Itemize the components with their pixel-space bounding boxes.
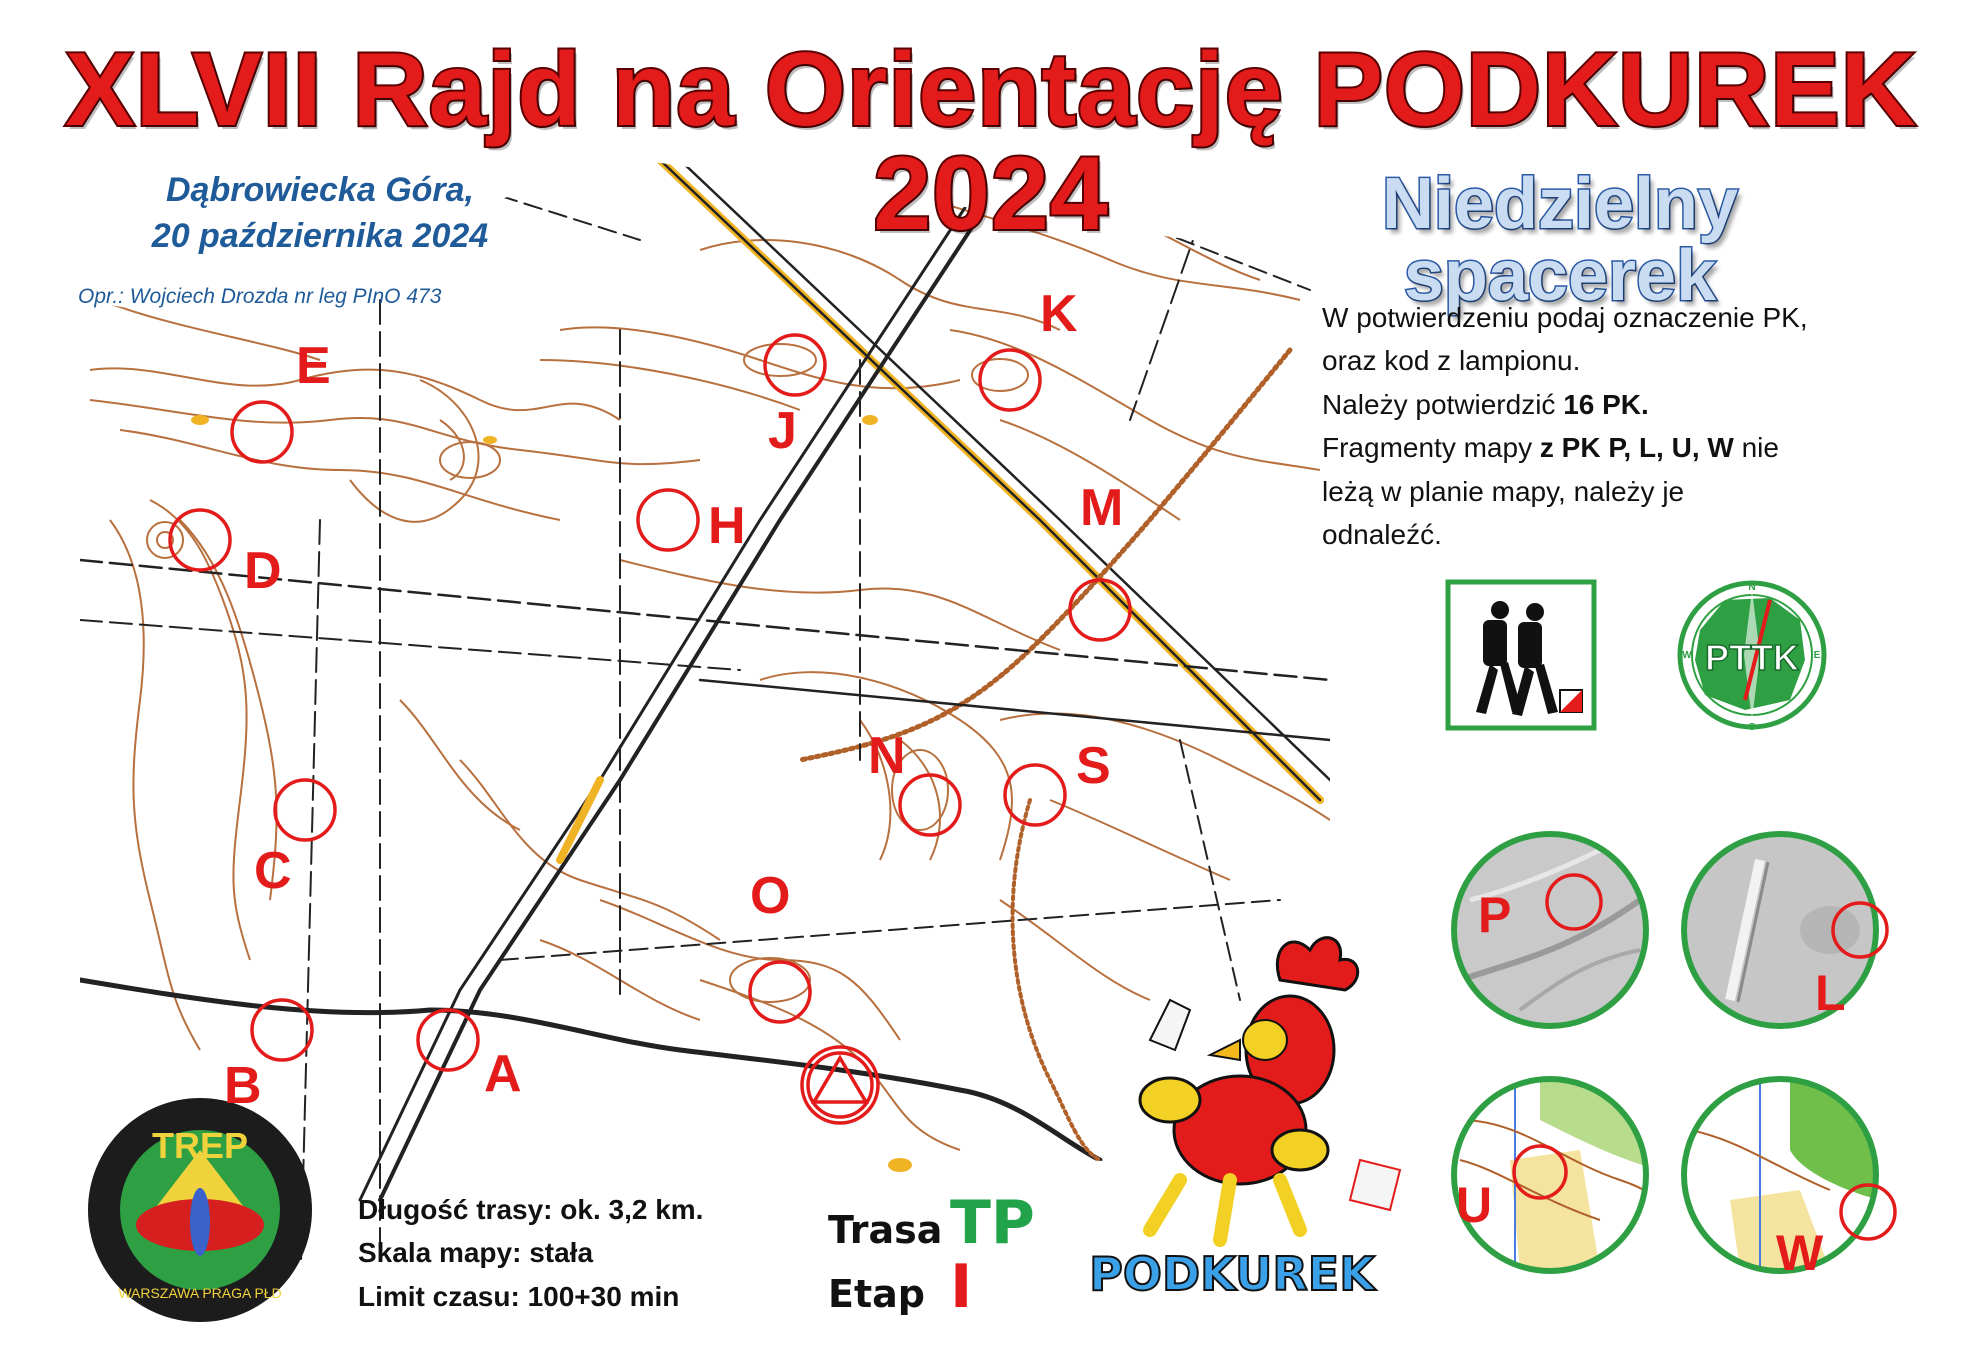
stage-row (828, 1252, 1035, 1322)
instructions-line5: leżą w planie mapy, należy je (1322, 475, 1685, 507)
instructions (1322, 296, 1922, 556)
etap-label: Etap (828, 1272, 925, 1316)
svg-text:E: E (1813, 650, 1821, 661)
page-title: XLVII Rajd na Orientację PODKUREK 2024 (65, 32, 1917, 252)
inset-label-w: W (1776, 1225, 1824, 1281)
page-subtitle: Niedzielny spacerek (1381, 164, 1739, 316)
instructions-line3-text: Należy potwierdzić (1322, 388, 1564, 420)
inset-label-u: U (1456, 1177, 1493, 1233)
event-date: 20 października 2024 (151, 216, 489, 255)
svg-text:W: W (1682, 650, 1692, 661)
instructions-line6: odnaleźć. (1322, 518, 1442, 550)
control-label-e: E (296, 337, 331, 395)
instructions-line4-bold: z PK P, L, U, W (1539, 432, 1734, 464)
svg-text:TREP: TREP (151, 1125, 249, 1166)
instructions-line4 (1322, 426, 1922, 469)
map-scale: Skala mapy: stała (358, 1237, 594, 1269)
event-place: Dąbrowiecka Góra, (165, 171, 474, 209)
control-label-b: B (224, 1057, 262, 1115)
time-limit: Limit czasu: 100+30 min (358, 1280, 680, 1312)
podkurek-mascot (1089, 938, 1400, 1301)
svg-text:S: S (1748, 722, 1756, 733)
route-stats (358, 1188, 703, 1318)
etap-value: I (950, 1252, 973, 1322)
club-logo (88, 1098, 312, 1322)
hikers-icon (1448, 582, 1594, 728)
trasa-label: Trasa (828, 1208, 943, 1252)
control-label-s: S (1076, 737, 1111, 795)
map-author: Opr.: Wojciech Drozda nr leg PInO 473 (78, 285, 442, 308)
control-label-k: K (1040, 285, 1078, 343)
pttk-logo (1680, 582, 1824, 733)
instructions-line1: W potwierdzeniu podaj oznaczenie PK, (1322, 302, 1808, 333)
control-label-o: O (750, 867, 791, 925)
route-info (828, 1188, 1035, 1322)
control-label-m: M (1080, 479, 1124, 537)
route-length: Długość trasy: ok. 3,2 km. (358, 1194, 704, 1225)
trasa-value: TP (950, 1188, 1035, 1258)
route-row (828, 1188, 1035, 1258)
mascot-text: PODKUREK (1089, 1247, 1375, 1301)
instructions-line2: oraz kod z lampionu. (1322, 345, 1581, 377)
instructions-line4-suffix: nie (1733, 432, 1779, 464)
inset-label-l: L (1815, 965, 1846, 1021)
event-place-date (60, 168, 580, 260)
control-label-h: H (708, 497, 746, 555)
control-label-j: J (768, 402, 797, 460)
svg-text:N: N (1748, 582, 1756, 593)
instructions-line3-bold: 16 PK. (1563, 388, 1649, 420)
instructions-line3 (1322, 383, 1922, 426)
control-label-c: C (254, 842, 292, 900)
inset-maps (1450, 830, 1895, 1275)
control-label-a: A (484, 1045, 522, 1103)
control-label-d: D (244, 542, 282, 600)
instructions-line4-text: Fragmenty mapy (1322, 432, 1540, 464)
pttk-text: PTTK (1705, 637, 1799, 678)
inset-label-p: P (1478, 887, 1512, 943)
svg-text:WARSZAWA PRAGA PŁD: WARSZAWA PRAGA PŁD (118, 1285, 282, 1301)
control-label-n: N (868, 727, 906, 785)
